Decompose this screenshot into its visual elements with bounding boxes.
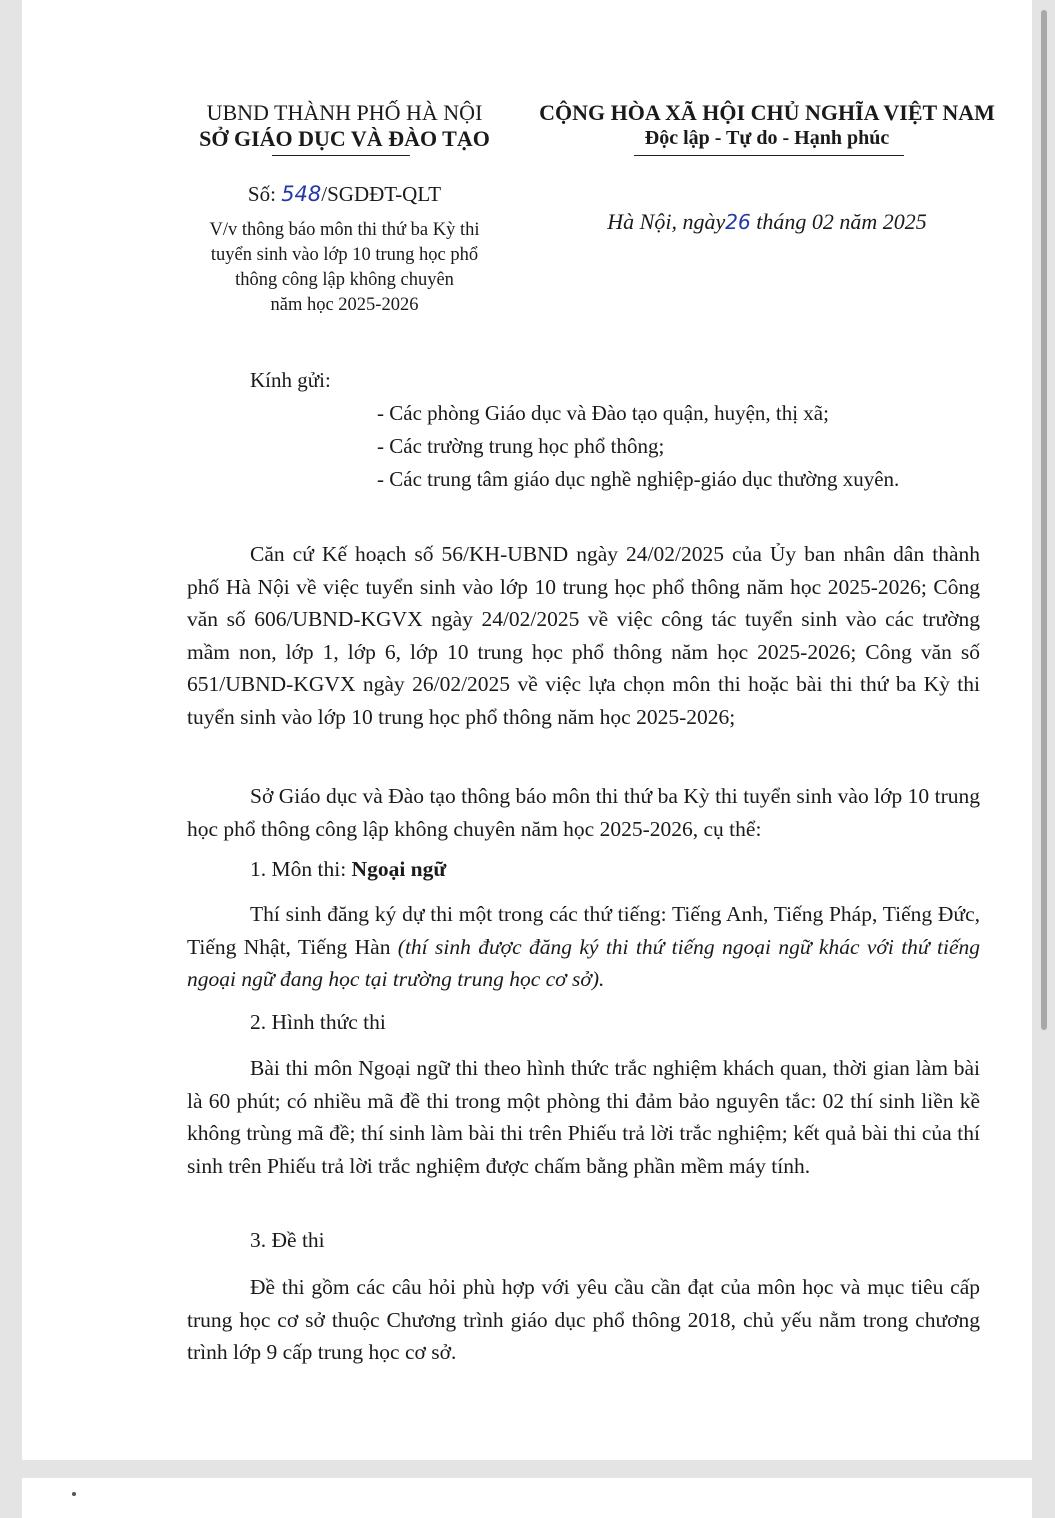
- exam-paragraph: Đề thi gồm các câu hỏi phù hợp với yêu cầu cần đạt của môn học và mục tiêu cấp trung học cơ sở thuộc Chương trình giáo dục phổ thông 2018, chủ yếu nằm trong chương trình lớp 9 cấp trung học cơ sở.: [187, 1275, 980, 1365]
- subject-block: [172, 218, 517, 318]
- doc-number-suffix: /SGDĐT-QLT: [321, 182, 442, 206]
- org-parent-name: UBND THÀNH PHỐ HÀ NỘI: [206, 100, 483, 125]
- section-1-prefix: 1. Môn thi:: [250, 857, 352, 881]
- org-underline: [272, 155, 410, 156]
- recipient-item: - Các trung tâm giáo dục nghề nghiệp-giáo dục thường xuyên.: [377, 467, 900, 491]
- section-heading-subject: [250, 857, 446, 882]
- recipient-item: - Các trường trung học phổ thông;: [377, 434, 665, 458]
- org-name: SỞ GIÁO DỤC VÀ ĐÀO TẠO: [199, 126, 490, 151]
- page-mark: [72, 1492, 76, 1496]
- section-heading-format: 2. Hình thức thi: [250, 1010, 386, 1034]
- scrollbar[interactable]: [1041, 10, 1047, 1030]
- subject-line: thông công lập không chuyên: [235, 270, 454, 290]
- subject-line: năm học 2025-2026: [270, 295, 419, 315]
- handwritten-day: 26: [725, 210, 751, 234]
- next-page-edge: [22, 1478, 1032, 1518]
- doc-number-handwritten: 548: [281, 182, 322, 206]
- language-text: Thí sinh đăng ký dự thi một trong các thứ tiếng: Tiếng Anh, Tiếng Pháp, Tiếng Đức, Tiếng Nhật, Tiếng Hàn: [187, 902, 980, 959]
- place-date: [517, 209, 1017, 235]
- document-number: [172, 182, 517, 207]
- format-paragraph: Bài thi môn Ngoại ngữ thi theo hình thức trắc nghiệm khách quan, thời gian làm bài là 60 phút; có nhiều mã đề thi trong một phòng thi đảm bảo nguyên tắc: 02 thí sinh liền kề không trùng mã đề; thí sinh làm bài thi trên Phiếu trả lời trắc nghiệm; kết quả bài thi của thí sinh trên Phiếu trả lời trắc nghiệm được chấm bằng phần mềm máy tính.: [187, 1056, 980, 1178]
- basis-paragraph: Căn cứ Kế hoạch số 56/KH-UBND ngày 24/02/2025 của Ủy ban nhân dân thành phố Hà Nội về việc tuyển sinh vào lớp 10 trung học phổ thông năm học 2025-2026; Công văn số 606/UBND-KGVX ngày 24/02/2025 về việc công tác tuyển sinh vào các trường mầm non, lớp 1, lớp 6, lớp 10 trung học phổ thông năm học 2025-2026; Công văn số 651/UBND-KGVX ngày 26/02/2025 về việc lựa chọn môn thi hoặc bài thi thứ ba Kỳ thi tuyển sinh vào lớp 10 trung học phổ thông năm học 2025-2026;: [187, 542, 980, 729]
- national-motto: Độc lập - Tự do - Hạnh phúc: [644, 127, 890, 149]
- motto-underline: [634, 155, 904, 156]
- place-date-prefix: Hà Nội, ngày: [607, 209, 726, 234]
- document-page: [22, 0, 1032, 1460]
- doc-number-prefix: Số:: [247, 182, 282, 206]
- place-date-suffix: tháng 02 năm 2025: [750, 209, 927, 234]
- section-heading-exam: 3. Đề thi: [250, 1228, 325, 1252]
- announcement-paragraph: Sở Giáo dục và Đào tạo thông báo môn thi thứ ba Kỳ thi tuyển sinh vào lớp 10 trung học phổ thông công lập không chuyên năm học 2025-2026, cụ thể:: [187, 784, 980, 841]
- recipient-item: - Các phòng Giáo dục và Đào tạo quận, huyện, thị xã;: [377, 401, 829, 425]
- subject-line: tuyển sinh vào lớp 10 trung học phổ: [210, 245, 479, 265]
- section-1-subject: Ngoại ngữ: [351, 857, 447, 881]
- language-paragraph: [187, 898, 980, 996]
- language-note: (thí sinh được đăng ký thi thứ tiếng ngoại ngữ khác với thứ tiếng ngoại ngữ đang học tại trường trung học cơ sở).: [187, 934, 980, 992]
- subject-line: V/v thông báo môn thi thứ ba Kỳ thi: [209, 220, 480, 240]
- national-title: CỘNG HÒA XÃ HỘI CHỦ NGHĨA VIỆT NAM: [539, 100, 995, 125]
- greeting: Kính gửi:: [250, 368, 331, 392]
